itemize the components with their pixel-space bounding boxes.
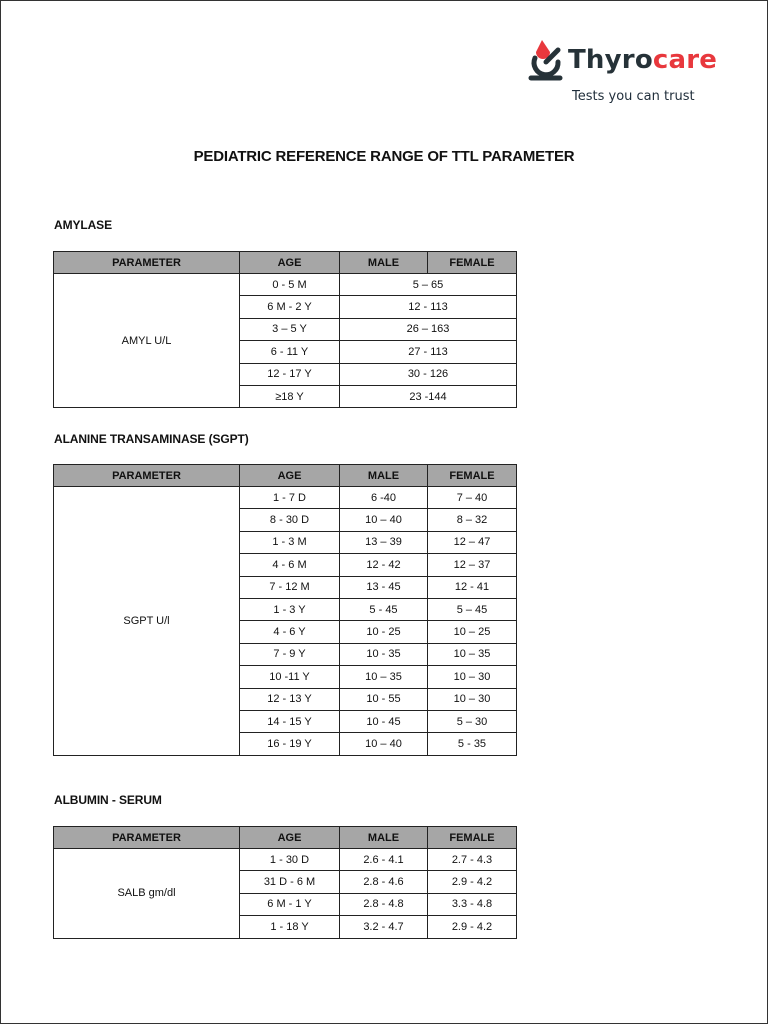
- female-cell: 12 – 37: [428, 554, 517, 576]
- age-cell: 4 - 6 Y: [240, 621, 340, 643]
- value-cell: 5 – 65: [340, 274, 517, 296]
- female-cell: 7 – 40: [428, 487, 517, 509]
- age-cell: 6 M - 2 Y: [240, 296, 340, 318]
- female-cell: 3.3 - 4.8: [428, 893, 517, 915]
- header-male: MALE: [340, 465, 428, 487]
- female-cell: 2.7 - 4.3: [428, 849, 517, 871]
- age-cell: 0 - 5 M: [240, 274, 340, 296]
- logo-wordmark: [568, 44, 717, 76]
- parameter-cell: SGPT U/l: [54, 487, 240, 756]
- table-header-row: [54, 465, 517, 487]
- male-cell: 13 – 39: [340, 531, 428, 553]
- table-header-row: [54, 252, 517, 274]
- male-cell: 12 - 42: [340, 554, 428, 576]
- parameter-cell: SALB gm/dl: [54, 849, 240, 939]
- age-cell: 1 - 3 Y: [240, 598, 340, 620]
- header-female: FEMALE: [428, 827, 517, 849]
- section-title-sgpt: ALANINE TRANSAMINASE (SGPT): [54, 432, 249, 446]
- male-cell: 10 - 45: [340, 710, 428, 732]
- header-age: AGE: [240, 252, 340, 274]
- header-male: MALE: [340, 827, 428, 849]
- age-cell: 3 – 5 Y: [240, 318, 340, 340]
- value-cell: 23 -144: [340, 385, 517, 407]
- female-cell: 12 – 47: [428, 531, 517, 553]
- age-cell: 6 - 11 Y: [240, 341, 340, 363]
- male-cell: 6 -40: [340, 487, 428, 509]
- header-parameter: PARAMETER: [54, 252, 240, 274]
- male-cell: 13 - 45: [340, 576, 428, 598]
- age-cell: 1 - 30 D: [240, 849, 340, 871]
- sgpt-table: [53, 464, 517, 756]
- age-cell: 16 - 19 Y: [240, 733, 340, 755]
- male-cell: 10 – 40: [340, 509, 428, 531]
- age-cell: 7 - 9 Y: [240, 643, 340, 665]
- female-cell: 10 – 30: [428, 666, 517, 688]
- male-cell: 10 – 40: [340, 733, 428, 755]
- female-cell: 2.9 - 4.2: [428, 916, 517, 938]
- male-cell: 10 - 55: [340, 688, 428, 710]
- section-title-amylase: AMYLASE: [54, 218, 112, 232]
- male-cell: 3.2 - 4.7: [340, 916, 428, 938]
- female-cell: 10 – 25: [428, 621, 517, 643]
- document-title: PEDIATRIC REFERENCE RANGE OF TTL PARAMETER: [193, 148, 575, 165]
- female-cell: 5 – 45: [428, 598, 517, 620]
- table-header-row: [54, 827, 517, 849]
- logo-word-part1: Thyro: [568, 45, 653, 75]
- female-cell: 10 – 35: [428, 643, 517, 665]
- value-cell: 26 – 163: [340, 318, 517, 340]
- age-cell: ≥18 Y: [240, 385, 340, 407]
- section-title-albumin: ALBUMIN - SERUM: [54, 793, 162, 807]
- parameter-cell: AMYL U/L: [54, 274, 240, 408]
- value-cell: 12 - 113: [340, 296, 517, 318]
- female-cell: 5 – 30: [428, 710, 517, 732]
- header-male: MALE: [340, 252, 428, 274]
- female-cell: 12 - 41: [428, 576, 517, 598]
- age-cell: 1 - 3 M: [240, 531, 340, 553]
- header-parameter: PARAMETER: [54, 465, 240, 487]
- flask-drop-icon: [528, 38, 564, 82]
- male-cell: 10 - 25: [340, 621, 428, 643]
- value-cell: 27 - 113: [340, 341, 517, 363]
- header-age: AGE: [240, 827, 340, 849]
- logo-tagline: Tests you can trust: [572, 89, 695, 104]
- male-cell: 5 - 45: [340, 598, 428, 620]
- age-cell: 12 - 17 Y: [240, 363, 340, 385]
- male-cell: 2.6 - 4.1: [340, 849, 428, 871]
- header-female: FEMALE: [428, 252, 517, 274]
- age-cell: 31 D - 6 M: [240, 871, 340, 893]
- value-cell: 30 - 126: [340, 363, 517, 385]
- albumin-table: [53, 826, 517, 939]
- male-cell: 10 - 35: [340, 643, 428, 665]
- thyrocare-logo: [528, 38, 738, 108]
- age-cell: 7 - 12 M: [240, 576, 340, 598]
- header-parameter: PARAMETER: [54, 827, 240, 849]
- table-row: [54, 849, 517, 871]
- male-cell: 10 – 35: [340, 666, 428, 688]
- age-cell: 1 - 7 D: [240, 487, 340, 509]
- age-cell: 14 - 15 Y: [240, 710, 340, 732]
- logo-word-part2: care: [652, 45, 718, 75]
- header-female: FEMALE: [428, 465, 517, 487]
- amylase-table: [53, 251, 517, 408]
- age-cell: 8 - 30 D: [240, 509, 340, 531]
- table-row: [54, 274, 517, 296]
- age-cell: 10 -11 Y: [240, 666, 340, 688]
- male-cell: 2.8 - 4.8: [340, 893, 428, 915]
- female-cell: 10 – 30: [428, 688, 517, 710]
- female-cell: 8 – 32: [428, 509, 517, 531]
- table-row: [54, 487, 517, 509]
- header-age: AGE: [240, 465, 340, 487]
- age-cell: 1 - 18 Y: [240, 916, 340, 938]
- age-cell: 4 - 6 M: [240, 554, 340, 576]
- age-cell: 12 - 13 Y: [240, 688, 340, 710]
- female-cell: 2.9 - 4.2: [428, 871, 517, 893]
- male-cell: 2.8 - 4.6: [340, 871, 428, 893]
- age-cell: 6 M - 1 Y: [240, 893, 340, 915]
- female-cell: 5 - 35: [428, 733, 517, 755]
